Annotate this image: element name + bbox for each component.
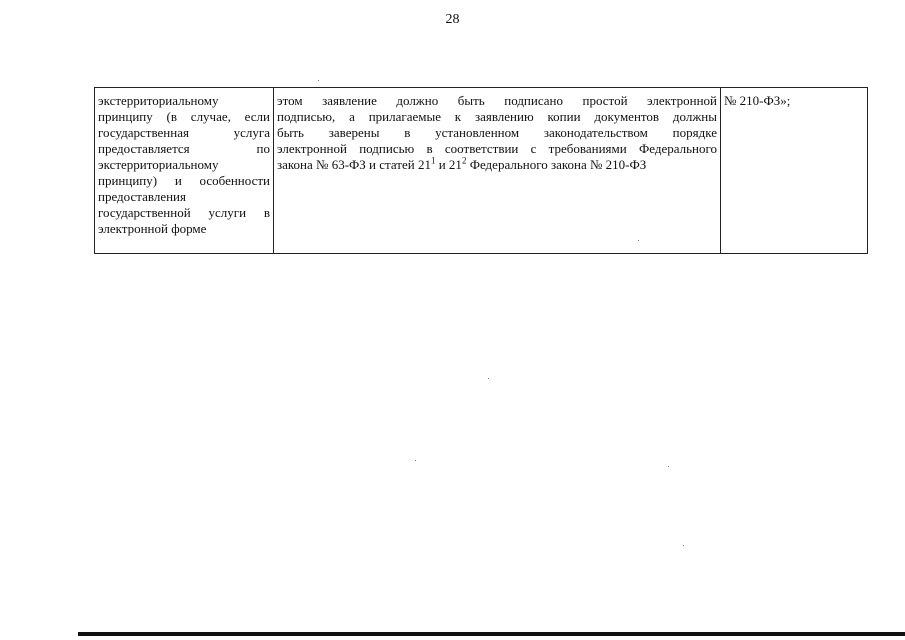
table-row (95, 88, 868, 254)
superscript-2: 2 (461, 155, 467, 166)
scan-speck (668, 466, 669, 467)
cell-line: предоставляется по (98, 141, 270, 156)
law-text-part: и 21 (435, 157, 462, 172)
cell-line: принципу) и особенности (98, 173, 270, 188)
page-number: 28 (445, 12, 460, 27)
scan-speck (318, 80, 319, 81)
law-reference-text: № 210-ФЗ»; (724, 93, 791, 108)
cell-line: этом заявление должно быть подписано простой электронной (277, 93, 717, 108)
scan-speck (415, 460, 416, 461)
regulation-table (94, 87, 868, 254)
cell-line: электронной подписью в соответствии с требованиями Федерального (277, 141, 717, 156)
cell-line: государственная услуга (98, 125, 270, 140)
cell-line: подписью, а прилагаемые к заявлению копии документов должны (277, 109, 717, 124)
table-cell-law-reference (721, 88, 868, 254)
scan-speck (488, 378, 489, 379)
cell-line: государственной услуги в (98, 205, 270, 220)
scan-speck (638, 240, 639, 241)
scan-speck (683, 545, 684, 546)
law-text-part: закона № 63-ФЗ и статей 21 (277, 157, 431, 172)
table-cell-requirement (274, 88, 721, 254)
law-text-part: Федерального закона № 210-ФЗ (466, 157, 647, 172)
footer-rule (78, 632, 905, 636)
cell-line-last (277, 157, 717, 173)
superscript-1: 1 (430, 155, 436, 166)
cell-line: предоставления (98, 189, 186, 204)
cell-line: электронной форме (98, 221, 207, 236)
cell-line: экстерриториальному (98, 157, 219, 172)
cell-line: быть заверены в установленном законодательством порядке (277, 125, 717, 140)
table-cell-topic (95, 88, 274, 254)
cell-line: экстерриториальному (98, 93, 219, 108)
cell-line: принципу (в случае, если (98, 109, 270, 124)
